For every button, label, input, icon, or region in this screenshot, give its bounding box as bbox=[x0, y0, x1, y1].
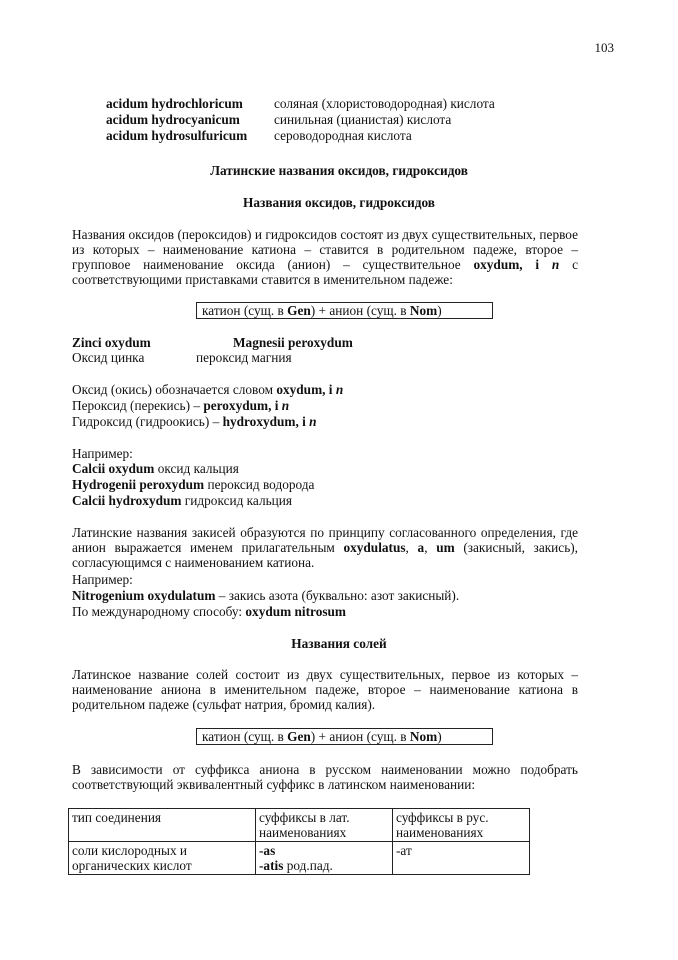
text: – закись азота (буквально: азот закисный). bbox=[215, 588, 460, 603]
text: оксид кальция bbox=[154, 461, 239, 476]
formula-box bbox=[196, 302, 493, 319]
example-calcium-oxide bbox=[72, 461, 239, 476]
cell-latin-suffix bbox=[256, 842, 393, 875]
case-gen: Gen bbox=[287, 729, 311, 744]
example-calcium-hydroxide bbox=[72, 493, 292, 508]
text: пероксид водорода bbox=[204, 477, 315, 492]
text: с соответствующими приставками ставится в именительном падеже: bbox=[72, 257, 579, 287]
text: ) + анион (сущ. в bbox=[310, 729, 410, 744]
example-latin-2-wrap bbox=[233, 335, 353, 350]
text: Латинские названия закисей образуются по принципу согласованного определения, где анион выражается именем прилагательным bbox=[72, 525, 578, 555]
acid-latin: acidum hydrosulfuricum bbox=[106, 128, 248, 143]
text: Названия оксидов (пероксидов) и гидроксидов состоят из двух существительных, первое из которых – наименование катиона – ставится в родительном падеже, второе – групповое наименование оксида (анион) – существительное bbox=[72, 227, 578, 272]
acid-russian: сероводородная кислота bbox=[274, 128, 412, 143]
example-label-2: Например: bbox=[72, 572, 133, 587]
text: , bbox=[424, 540, 437, 555]
latin-term: um bbox=[436, 540, 455, 555]
paragraph-salts: Латинское название солей состоит из двух существительных, первое из которых – наименование аниона в именительном падеже, второе – наименование катиона в родительном падеже (сульфат натрия, бромид калия). bbox=[72, 667, 578, 712]
example-nitrous-oxide bbox=[72, 588, 459, 603]
text: Гидроксид (гидроокись) – bbox=[72, 414, 223, 429]
text: По международному способу: bbox=[72, 604, 246, 619]
suffix-as: -as bbox=[259, 843, 276, 858]
acid-latin: acidum hydrocyanicum bbox=[106, 112, 240, 127]
latin-term: oxydum nitrosum bbox=[245, 604, 347, 619]
acid-term-row bbox=[106, 112, 495, 128]
latin-term: peroxydum, i bbox=[203, 398, 279, 413]
text: Оксид (окись) обозначается словом bbox=[72, 382, 277, 397]
text: катион (сущ. в bbox=[202, 729, 288, 744]
latin-term: Calcii hydroxydum bbox=[72, 493, 182, 508]
cell-russian-suffix: -ат bbox=[393, 842, 530, 875]
example-russian-1: Оксид цинка bbox=[72, 350, 145, 365]
latin-term: oxydum, i bbox=[276, 382, 333, 397]
acid-term-row bbox=[106, 128, 495, 144]
gender-mark: n bbox=[309, 414, 317, 429]
header-russian-suffixes: суффиксы в рус. наименованиях bbox=[393, 809, 530, 842]
gender-mark: n bbox=[551, 257, 560, 272]
acid-russian: синильная (цианистая) кислота bbox=[274, 112, 452, 127]
section-heading-oxides: Названия оксидов, гидроксидов bbox=[242, 195, 435, 210]
international-name bbox=[72, 604, 346, 619]
section-heading-salts: Названия солей bbox=[291, 636, 387, 651]
text: , bbox=[405, 540, 418, 555]
text: ) bbox=[437, 303, 442, 318]
text: катион (сущ. в bbox=[202, 303, 288, 318]
latin-term: a bbox=[417, 540, 425, 555]
definition-peroxide bbox=[72, 398, 289, 413]
text: (закисный, закись), согласующимся с наименованием катиона. bbox=[72, 540, 579, 570]
cell-compound-type: соли кислородных и органических кислот bbox=[69, 842, 256, 875]
gender-mark: n bbox=[335, 382, 344, 397]
page-number: 103 bbox=[594, 40, 614, 55]
text: род.пад. bbox=[283, 858, 333, 873]
latin-term: Nitrogenium oxydulatum bbox=[72, 588, 216, 603]
example-latin-row bbox=[72, 335, 151, 350]
example-hydrogen-peroxide bbox=[72, 477, 314, 492]
latin-term: oxydulatus bbox=[343, 540, 406, 555]
example-russian-2: пероксид магния bbox=[196, 350, 292, 365]
suffix-atis: -atis bbox=[259, 858, 284, 873]
acid-russian: соляная (хлористоводородная) кислота bbox=[274, 96, 495, 111]
definition-hydroxide bbox=[72, 414, 317, 429]
definition-oxide bbox=[72, 382, 343, 397]
acid-latin: acidum hydrochloricum bbox=[106, 96, 243, 111]
text: ) bbox=[437, 729, 442, 744]
example-latin-1: Zinci oxydum bbox=[72, 335, 151, 350]
case-nom: Nom bbox=[409, 303, 438, 318]
paragraph-suffixes: В зависимости от суффикса аниона в русском наименовании можно подобрать соответствующий эквивалентный суффикс в латинском наименовании: bbox=[72, 762, 578, 792]
table-header-row bbox=[69, 809, 530, 842]
latin-term: Hydrogenii peroxydum bbox=[72, 477, 205, 492]
table-row bbox=[69, 842, 530, 875]
acid-term-row bbox=[106, 96, 495, 112]
gender-mark: n bbox=[281, 398, 290, 413]
text: гидроксид кальция bbox=[181, 493, 293, 508]
header-latin-suffixes: суффиксы в лат. наименованиях bbox=[256, 809, 393, 842]
section-heading-oxides-latin: Латинские названия оксидов, гидроксидов bbox=[210, 163, 468, 178]
example-latin-2: Magnesii peroxydum bbox=[233, 335, 353, 350]
formula-box-salts bbox=[196, 728, 493, 745]
latin-term: oxydum, i bbox=[473, 257, 540, 272]
example-label: Например: bbox=[72, 446, 133, 461]
case-gen: Gen bbox=[287, 303, 311, 318]
acid-terms-list bbox=[106, 96, 495, 144]
paragraph-suboxides bbox=[72, 525, 578, 570]
latin-term: Calcii oxydum bbox=[72, 461, 155, 476]
paragraph-oxides-definition bbox=[72, 227, 578, 287]
case-nom: Nom bbox=[409, 729, 438, 744]
suffix-table bbox=[68, 808, 530, 875]
latin-term: hydroxydum, i bbox=[222, 414, 306, 429]
text: Пероксид (перекись) – bbox=[72, 398, 204, 413]
header-compound-type: тип соединения bbox=[69, 809, 256, 842]
text: ) + анион (сущ. в bbox=[310, 303, 410, 318]
